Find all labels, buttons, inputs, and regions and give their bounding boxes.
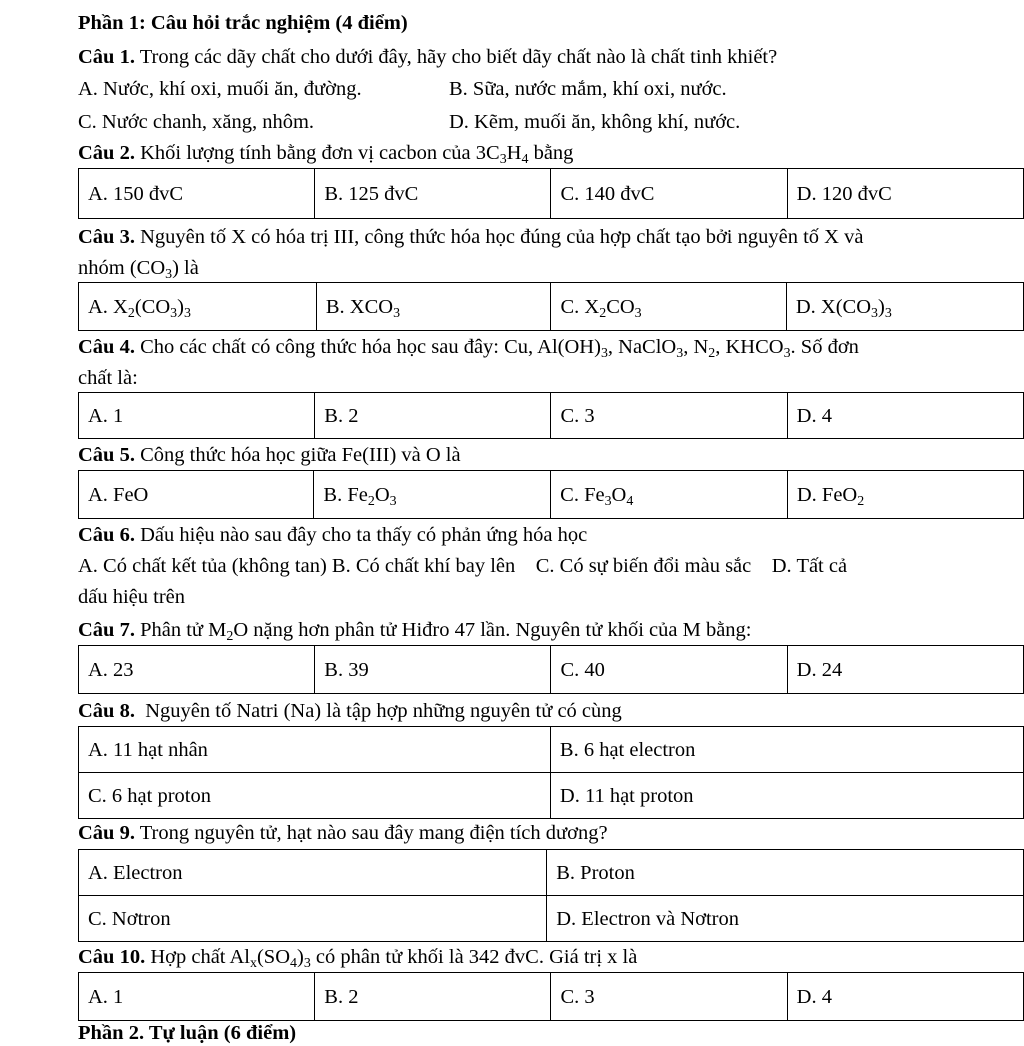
- question-1: Câu 1. Trong các dãy chất cho dưới đây, hãy cho biết dãy chất nào là chất tinh khiết?: [78, 46, 778, 68]
- q9-options-table: [78, 849, 1024, 942]
- q1-option-b: B. Sữa, nước mắm, khí oxi, nước.: [449, 78, 727, 100]
- q4-options-table: [78, 392, 1024, 439]
- q4-option-d: D. 4: [787, 393, 1023, 439]
- q5-option-d: D. FeO$_2$: [787, 471, 1023, 519]
- q3-option-d: D. $X(CO_3)_3$: [786, 283, 1023, 331]
- q7-option-d: D. 24: [787, 646, 1023, 694]
- next-section-title: Phần 2. Tự luận (6 điểm): [78, 1022, 297, 1044]
- q1-option-a: A. Nước, khí oxi, muối ăn, đường.: [78, 78, 362, 100]
- q9-option-d: D. Electron và Nơtron: [547, 896, 1024, 942]
- q8-option-a: A. 11 hạt nhân: [79, 727, 551, 773]
- question-7: Câu 7. Phân tử $M_2O$ nặng hơn phân tử Hiđro 47 lần. Nguyên tử khối của M bằng:: [78, 619, 752, 644]
- q3-option-b: B. $XCO_3$: [316, 283, 551, 331]
- q3-option-a: A. $X_2(CO_3)_3$: [79, 283, 317, 331]
- q2-options-table: [78, 168, 1024, 219]
- q8-options-table: [78, 726, 1024, 819]
- q2-option-a: A. 150 đvC: [79, 169, 315, 219]
- q1-option-c: C. Nước chanh, xăng, nhôm.: [78, 111, 315, 133]
- q10-option-d: D. 4: [787, 973, 1023, 1021]
- q4-option-c: C. 3: [551, 393, 787, 439]
- question-6: Câu 6. Dấu hiệu nào sau đây cho ta thấy có phản ứng hóa học: [78, 524, 588, 546]
- q3-option-c: C. $X_2CO_3$: [551, 283, 786, 331]
- question-10: Câu 10. Hợp chất $Al_x(SO_4)_3$ có phân tử khối là 342 đvC. Giá trị x là: [78, 946, 638, 971]
- question-4-line-2: chất là:: [78, 367, 138, 389]
- q3-options-table: [78, 282, 1024, 331]
- question-3-line-2: nhóm $(CO_3)$ là: [78, 257, 199, 282]
- q8-option-b: B. 6 hạt electron: [550, 727, 1023, 773]
- q5-option-b: B. $Fe_2O_3$: [314, 471, 551, 519]
- section-title: Phần 1: Câu hỏi trắc nghiệm (4 điểm): [78, 12, 408, 34]
- q5-option-a: A. FeO: [79, 471, 314, 519]
- q10-option-c: C. 3: [551, 973, 787, 1021]
- q4-option-b: B. 2: [315, 393, 551, 439]
- q2-option-d: D. 120 đvC: [787, 169, 1023, 219]
- q8-option-d: D. 11 hạt proton: [550, 773, 1023, 819]
- question-5: Câu 5. Công thức hóa học giữa Fe(III) và O là: [78, 444, 461, 466]
- q4-option-a: A. 1: [79, 393, 315, 439]
- q9-option-b: B. Proton: [547, 850, 1024, 896]
- q9-option-c: C. Nơtron: [79, 896, 547, 942]
- q10-option-a: A. 1: [79, 973, 315, 1021]
- q5-options-table: [78, 470, 1024, 519]
- question-9: Câu 9. Trong nguyên tử, hạt nào sau đây mang điện tích dương?: [78, 822, 608, 844]
- q9-option-a: A. Electron: [79, 850, 547, 896]
- question-4-line-1: Câu 4. Cho các chất có công thức hóa học sau đây: Cu, $Al(OH)_3$, NaClO$_3$, $N_2$, $KHCO_3$. Số đơn: [78, 336, 859, 361]
- q6-options-line-1: A. Có chất kết tủa (không tan) B. Có chất khí bay lên C. Có sự biến đổi màu sắc D. Tất cả: [78, 555, 848, 577]
- q10-options-table: [78, 972, 1024, 1021]
- question-2: Câu 2. Khối lượng tính bằng đơn vị cacbon của $3C_3H_4$ bằng: [78, 142, 574, 167]
- q8-option-c: C. 6 hạt proton: [79, 773, 551, 819]
- q10-option-b: B. 2: [315, 973, 551, 1021]
- q2-option-c: C. 140 đvC: [551, 169, 787, 219]
- q5-option-c: C. $Fe_3O_4$: [551, 471, 788, 519]
- q6-options-line-2: dấu hiệu trên: [78, 586, 186, 608]
- q7-option-b: B. 39: [315, 646, 551, 694]
- question-3-line-1: Câu 3. Nguyên tố X có hóa trị III, công thức hóa học đúng của hợp chất tạo bởi nguyên tố X và: [78, 226, 864, 248]
- q1-option-d: D. Kẽm, muối ăn, không khí, nước.: [449, 111, 741, 133]
- q7-option-c: C. 40: [551, 646, 787, 694]
- q7-options-table: [78, 645, 1024, 694]
- question-8: Câu 8. Nguyên tố Natri (Na) là tập hợp những nguyên tử có cùng: [78, 700, 622, 722]
- q2-option-b: B. 125 đvC: [315, 169, 551, 219]
- q7-option-a: A. 23: [79, 646, 315, 694]
